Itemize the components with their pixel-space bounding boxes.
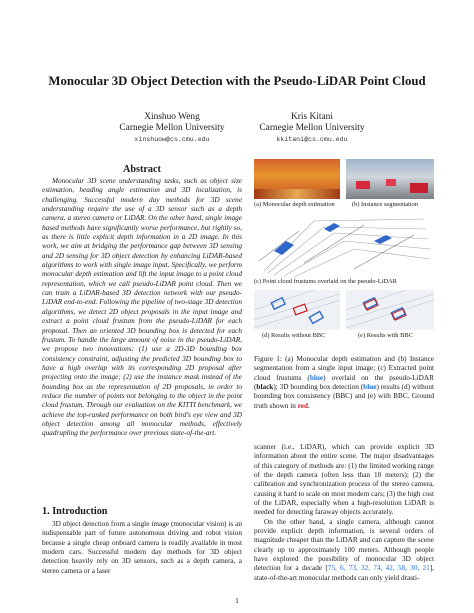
right-column-text: [254, 443, 434, 583]
caption-red-label: red: [297, 401, 309, 410]
caption-black-label: black: [256, 383, 274, 392]
paper-title: Monocular 3D Object Detection with the Pseudo-LiDAR Point Cloud: [48, 74, 426, 88]
abstract-heading: Abstract: [123, 164, 161, 175]
citation-list[interactable]: 75, 6, 73, 32, 74, 42, 58, 30, 21: [327, 564, 430, 573]
car-mask: [386, 179, 396, 186]
figure-panel-e-caption: (e) Results with BBC: [358, 332, 413, 339]
figure-panel-d-caption: (d) Results without BBC: [262, 332, 326, 339]
figure-panel-a-caption: (a) Monocular depth estimation: [254, 201, 335, 208]
caption-blue-label: blue: [363, 383, 377, 392]
author-1-email: xinshuow@cs.cmu.edu: [134, 136, 210, 144]
author-2-affiliation: Carnegie Mellon University: [259, 123, 365, 134]
figure-panel-c-caption: (c) Point cloud frustums overlaid on the pseudo-LiDAR: [254, 278, 397, 285]
author-1-name: Xinshuo Weng: [144, 112, 200, 122]
introduction-paragraph: 3D object detection from a single image (monocular vision) is an indispensable part of future autonomous driving and robot vision because a single cheap onboard camera is readily available in most modern cars. Successful modern day methods for 3D object detection heavily rely on 3D sensors, such as a depth camera, a stereo camera or a laser: [42, 520, 242, 575]
author-2: [227, 112, 397, 146]
figure-panel-b-caption: (b) Instance segmentation: [352, 201, 419, 208]
abstract-text: [42, 177, 242, 439]
abstract-paragraph: Monocular 3D scene understanding tasks, such as object size estimation, heading angle estimation and 3D localization, is challenging. Successful modern day methods for 3D scene understanding require the use of a 3D sensor such as a depth camera, a stereo camera or LiDAR. On the other hand, single image based methods have significantly worse performance, but rightly so, as there is little explicit depth information in a 2D image. In this work, we aim at bridging the performance gap between 3D sensing and 2D sensing for 3D object detection by enhancing LiDAR-based algorithms to work with single image input. Specifically, we perform monocular depth estimation and lift the input image to a point cloud representation, which we call pseudo-LiDAR point cloud. Then we can train a LiDAR-based 3D detection network with our pseudo-LiDAR end-to-end. Following the pipeline of two-stage 3D detection algorithms, we detect 2D object proposals in the input image and extract a point cloud frustum from the pseudo-LiDAR for each proposal. Then an oriented 3D bounding box is detected for each frustum. To handle the large amount of noise in the pseudo-LiDAR, we propose two innovations: (1) use a 2D-3D bounding box consistency constraint, adjusting the predicted 3D bounding box to have a high overlap with its corresponding 2D proposal after projecting onto the image; (2) use the instance mask instead of the bounding box as the representation of 2D proposals, in order to reduce the number of points not belonging to the object in the point cloud frustum. Through our evaluation on the KITTI benchmark, we achieve the top-ranked performance on both bird's eye view and 3D object detection among all monocular methods, effectively quadrupling the performance over previous state-of-the-art.: [42, 177, 242, 438]
introduction-text: [42, 520, 242, 576]
instance-segmentation-image: [346, 159, 434, 199]
caption-blue-label: blue: [309, 373, 324, 382]
figure-1: [254, 159, 434, 349]
author-1-affiliation: Carnegie Mellon University: [119, 123, 225, 134]
introduction-heading: 1. Introduction: [42, 506, 108, 517]
author-2-name: Kris Kitani: [291, 112, 333, 122]
depth-map-image: [254, 159, 340, 199]
results-with-bbc-image: [346, 290, 434, 330]
author-2-email: kkitani@cs.cmu.edu: [276, 136, 348, 144]
results-without-bbc-image: [254, 290, 340, 330]
right-paragraph-1: scanner (i.e., LiDAR), which can provide explicit 3D information about the entire scene. The major disadvantages of this category of methods are: (1) the limited working range of the depth camera (often less than 10 meters); (2) the calibration and synchronization process of the stereo camera, causing it hard to scale on most modern cars; (3) the high cost of the LiDAR, especially when a high-resolution LiDAR is needed for detecting faraway objects accurately.: [254, 443, 434, 517]
car-mask: [410, 183, 428, 193]
right-paragraph-2: On the other hand, a single camera, although cannot provide explicit depth information, is several orders of magnitude cheaper than the LiDAR and can capture the scene clearly up to approximately 100 meters. Although people have explored the possibility of monocular 3D object detection for a decade [75, 6, 73, 32, 74, 42, 58, 30, 21], state-of-the-art monocular methods can only yield drasti-: [254, 517, 434, 582]
point-cloud-image: [254, 211, 434, 277]
page-number: 1: [235, 596, 239, 605]
car-mask: [356, 181, 370, 189]
figure-1-caption: Figure 1: (a) Monocular depth estimation and (b) Instance segmentation from a single input image; (c) Extracted point cloud frustums (blue) overlaid on the pseudo-LiDAR (black); 3D bounding box detection (blue) results (d) without bounding box consistency (BBC) and (e) with BBC. Ground truth shown in red.: [254, 355, 434, 410]
